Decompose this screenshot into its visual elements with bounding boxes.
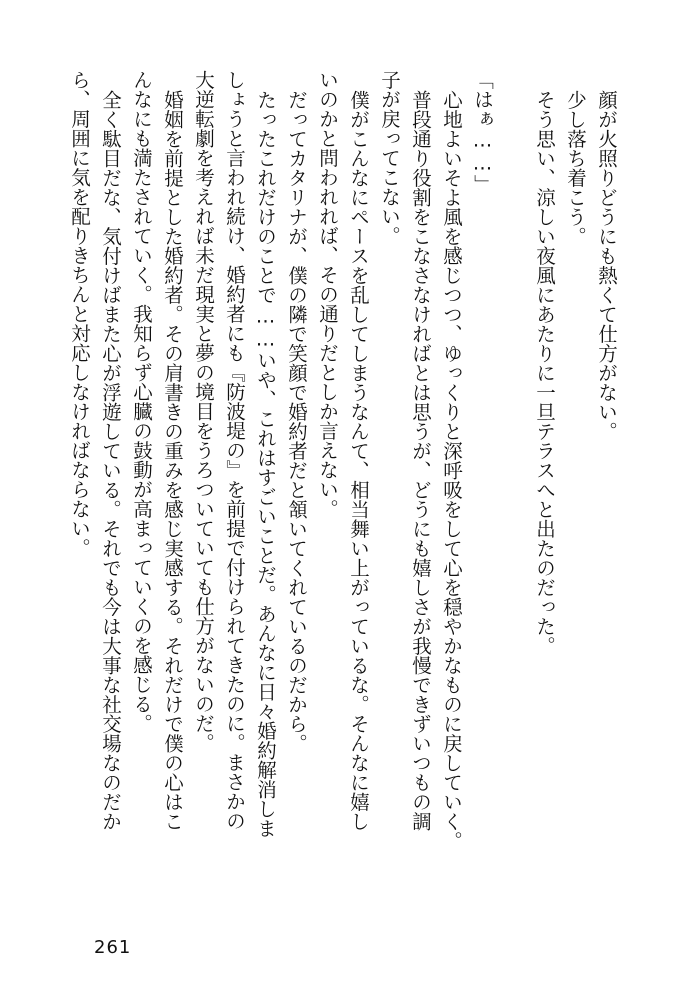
- text-column: 心地よいそよ風を感じつつ、ゆっくりと深呼吸をして心を穏やかなものに戻していく。: [440, 90, 463, 851]
- text-column: 顔が火照りどうにも熱くて仕方がない。: [595, 90, 618, 441]
- text-column: だってカタリナが、僕の隣で笑顔で婚約者だと頷いてくれているのだから。: [285, 90, 308, 753]
- text-column: たったこれだけのことで……いや、これはすごいことだ。あんなに日々婚約解消しま: [254, 90, 277, 838]
- text-column: ら、周囲に気を配りきちんと対応しなければならない。: [68, 70, 91, 558]
- text-column: そう思い、涼しい夜風にあたりに一旦テラスへと出たのだった。: [533, 90, 556, 656]
- text-column: 少し落ち着こう。: [564, 90, 587, 246]
- text-column: 「はぁ……」: [471, 70, 494, 194]
- text-column: 僕がこんなにペースを乱してしまうなんて、相当舞い上がっているな。そんなに嬉し: [347, 90, 370, 831]
- blank-column: [499, 70, 527, 930]
- page-number: 261: [94, 937, 132, 958]
- text-column: 全く駄目だな、気付けばまた心が浮遊している。それでも今は大事な社交場なのだか: [99, 90, 122, 831]
- vertical-text-body: [60, 70, 620, 930]
- text-column: 普段通り役割をこなさなければとは思うが、どうにも嬉しさが我慢できずいつもの調: [409, 90, 432, 831]
- text-column: しょうと言われ続け、婚約者にも『防波堤の』を前提で付けられてきたのに。まさかの: [223, 70, 246, 831]
- text-column: 大逆転劇を考えれば未だ現実と夢の境目をうろついていても仕方がないのだ。: [192, 70, 215, 753]
- text-column: 子が戻ってこない。: [378, 70, 401, 246]
- text-column: んなにも満たされていく。我知らず心臓の鼓動が高まっていくのを感じる。: [130, 70, 153, 733]
- text-column: いのかと問われれば、その通りだとしか言えない。: [316, 70, 339, 519]
- text-column: 婚姻を前提とした婚約者。その肩書きの重みを感じ実感する。それだけで僕の心はこ: [161, 90, 184, 831]
